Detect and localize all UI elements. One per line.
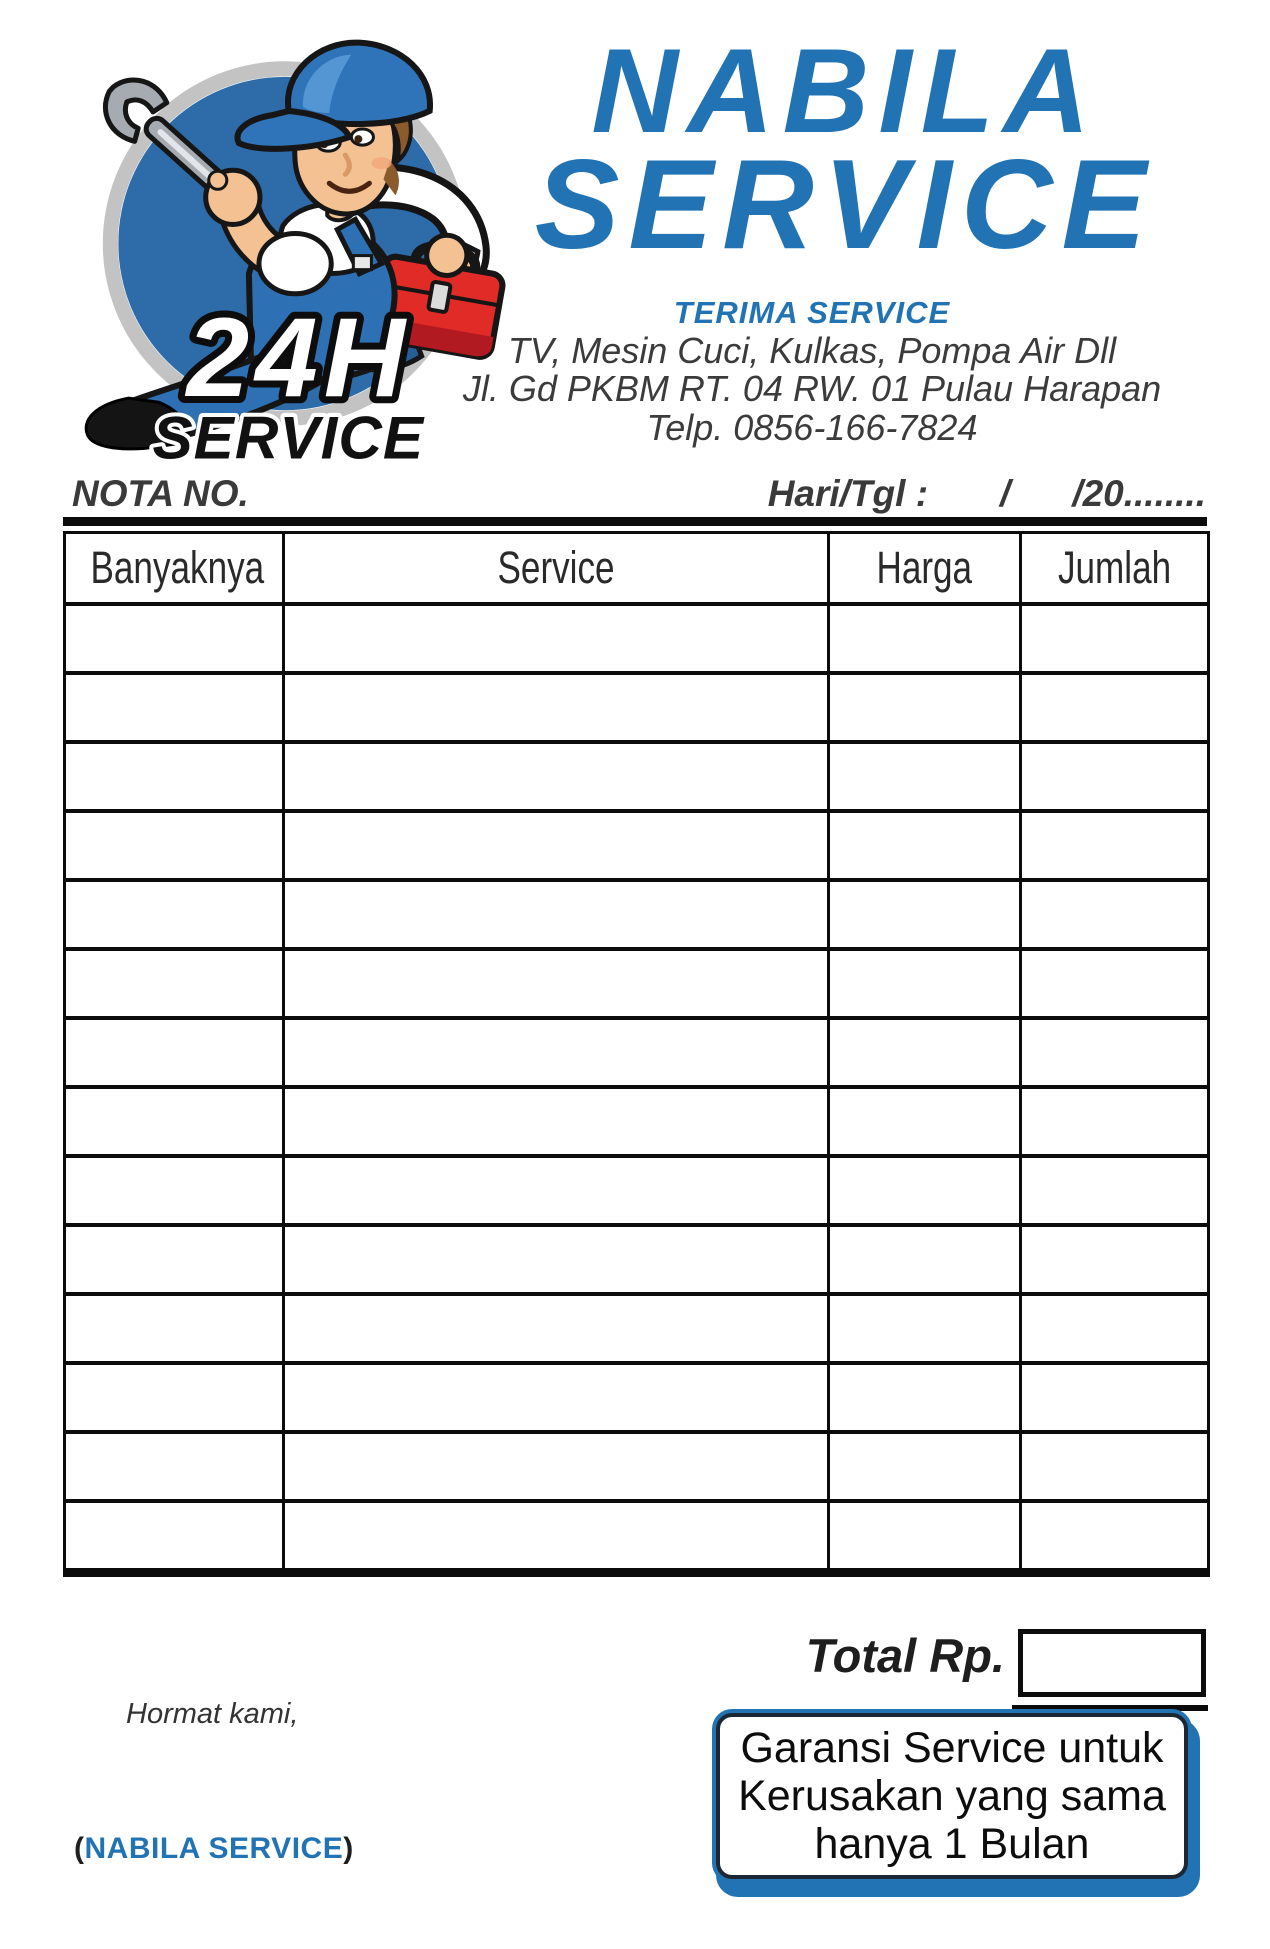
- total-amount-box: [1018, 1629, 1206, 1697]
- services-line: TV, Mesin Cuci, Kulkas, Pompa Air Dll: [507, 330, 1117, 371]
- date-label: Hari/Tgl :: [767, 473, 929, 514]
- table-cell: [65, 742, 284, 811]
- address-line: Jl. Gd PKBM RT. 04 RW. 01 Pulau Harapan: [462, 368, 1162, 409]
- table-cell: [829, 1432, 1021, 1501]
- table-row: [65, 1501, 1209, 1573]
- table-cell: [284, 742, 829, 811]
- table-cell: [65, 1087, 284, 1156]
- table-cell: [65, 1294, 284, 1363]
- table-cell: [1021, 1363, 1209, 1432]
- table-cell: [65, 1225, 284, 1294]
- table-cell: [65, 1432, 284, 1501]
- table-cell: [1021, 1294, 1209, 1363]
- signature-name: NABILA SERVICE: [84, 1832, 344, 1865]
- table-cell: [1021, 1087, 1209, 1156]
- table-cell: [1021, 880, 1209, 949]
- table-cell: [65, 949, 284, 1018]
- table-row: [65, 742, 1209, 811]
- table-cell: [284, 811, 829, 880]
- table-cell: [65, 673, 284, 742]
- table-cell: [829, 1087, 1021, 1156]
- tagline: TERIMA SERVICE: [673, 295, 951, 330]
- table-cell: [829, 949, 1021, 1018]
- table-cell: [829, 604, 1021, 673]
- table-cell: [829, 880, 1021, 949]
- table-row: [65, 1018, 1209, 1087]
- table-cell: [829, 1156, 1021, 1225]
- table-cell: [284, 604, 829, 673]
- nota-row: [72, 473, 1206, 515]
- table-cell: [284, 1432, 829, 1501]
- signature-paren-close: ): [343, 1832, 354, 1865]
- table-cell: [284, 1087, 829, 1156]
- brand-title: [498, 24, 1192, 276]
- column-header-harga: Harga: [829, 533, 1021, 605]
- table-cell: [1021, 1225, 1209, 1294]
- date-separator: /: [1000, 473, 1011, 514]
- badge-24h: 24H: [186, 294, 412, 421]
- items-table: [63, 531, 1210, 1577]
- table-cell: [1021, 604, 1209, 673]
- table-cell: [65, 1156, 284, 1225]
- table-row: [65, 880, 1209, 949]
- warranty-line-3: hanya 1 Bulan: [814, 1820, 1090, 1869]
- table-cell: [1021, 1432, 1209, 1501]
- table-cell: [284, 1501, 829, 1573]
- table-row: [65, 811, 1209, 880]
- warranty-notice-box: [716, 1713, 1188, 1879]
- strap-buckle: [353, 256, 371, 270]
- table-cell: [284, 673, 829, 742]
- closing-salutation: Hormat kami,: [126, 1698, 299, 1730]
- business-info: [430, 295, 1194, 446]
- table-cell: [829, 811, 1021, 880]
- sleeve: [259, 233, 331, 293]
- date-year-blank: /20........: [1072, 473, 1206, 514]
- column-header-service: Service: [284, 533, 829, 605]
- warranty-line-1: Garansi Service untuk: [740, 1723, 1164, 1772]
- table-cell: [1021, 1156, 1209, 1225]
- table-cell: [829, 1501, 1021, 1573]
- total-label: Total Rp.: [805, 1629, 1005, 1682]
- table-cell: [1021, 1501, 1209, 1573]
- table-cell: [284, 1018, 829, 1087]
- signature-paren-open: (: [74, 1832, 85, 1865]
- brand-name-line1: NABILA: [591, 24, 1099, 158]
- table-header-row: [65, 533, 1209, 605]
- table-cell: [65, 604, 284, 673]
- table-cell: [1021, 673, 1209, 742]
- table-cell: [1021, 949, 1209, 1018]
- table-cell: [284, 949, 829, 1018]
- table-row: [65, 1087, 1209, 1156]
- phone-line: Telp. 0856-166-7824: [646, 407, 978, 448]
- column-header-banyaknya: Banyaknya: [65, 533, 284, 605]
- table-cell: [65, 1501, 284, 1573]
- table-cell: [1021, 811, 1209, 880]
- table-cell: [284, 1225, 829, 1294]
- table-row: [65, 604, 1209, 673]
- table-cell: [1021, 1018, 1209, 1087]
- table-row: [65, 1225, 1209, 1294]
- table-cell: [829, 1294, 1021, 1363]
- table-cell: [829, 1363, 1021, 1432]
- table-row: [65, 1294, 1209, 1363]
- table-cell: [284, 1363, 829, 1432]
- table-cell: [829, 1225, 1021, 1294]
- table-cell: [284, 1156, 829, 1225]
- brand-name-line2: SERVICE: [534, 133, 1156, 276]
- table-cell: [65, 1018, 284, 1087]
- table-cell: [829, 1018, 1021, 1087]
- table-cell: [65, 1363, 284, 1432]
- nota-number-label: NOTA NO.: [72, 473, 249, 514]
- date-fields: [768, 473, 1206, 515]
- header-divider-rule: [63, 517, 1207, 526]
- table-cell: [284, 880, 829, 949]
- table-cell: [1021, 742, 1209, 811]
- table-cell: [65, 880, 284, 949]
- table-row: [65, 949, 1209, 1018]
- total-box-underline: [1012, 1705, 1208, 1711]
- table-row: [65, 1432, 1209, 1501]
- thumb: [209, 171, 227, 189]
- table-row: [65, 673, 1209, 742]
- table-cell: [829, 673, 1021, 742]
- badge-service: SERVICE: [152, 403, 425, 465]
- table-row: [65, 1156, 1209, 1225]
- table-cell: [284, 1294, 829, 1363]
- column-header-jumlah: Jumlah: [1021, 533, 1209, 605]
- warranty-line-2: Kerusakan yang sama: [738, 1771, 1166, 1820]
- table-cell: [829, 742, 1021, 811]
- table-cell: [65, 811, 284, 880]
- signature-line: [74, 1832, 354, 1866]
- table-row: [65, 1363, 1209, 1432]
